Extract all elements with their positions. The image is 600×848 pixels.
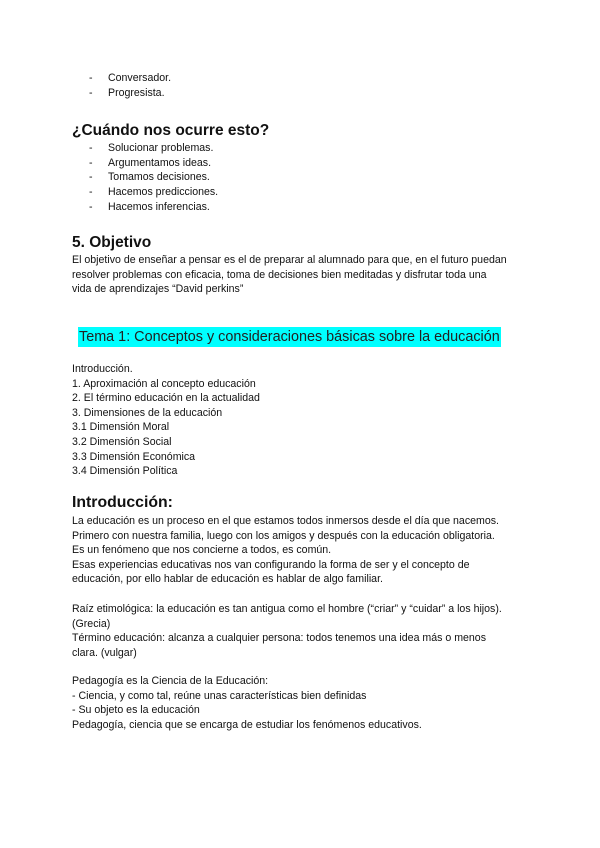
intro-paragraph-1: La educación es un proceso en el que estamos todos inmersos desde el día que nacemos. Primero con nuestra familia, luego con los amigos y después con la educación obligatoria. Es un fenómeno que nos concierne a todos, es común. Esas experiencias educativas nos van configurando la forma de ser y el concepto de educación, por ello hablar de educación es hablar de algo familiar.: [72, 515, 499, 586]
index-item: 3. Dimensiones de la educación: [72, 406, 223, 419]
tema-title: Tema 1: Conceptos y consideraciones básicas sobre la educación: [79, 329, 500, 345]
intro-heading: Introducción:: [72, 494, 173, 511]
intro-paragraph-2: Raíz etimológica: la educación es tan antigua como el hombre (“criar” y “cuidar” a los hijos). (Grecia) Término educación: alcanza a cualquier persona: todos tenemos una idea más o menos clara. (vulgar): [72, 603, 502, 659]
index-item: Introducción.: [72, 363, 133, 375]
intro-paragraph-3: Pedagogía es la Ciencia de la Educación: - Ciencia, y como tal, reúne unas características bien definidas - Su objeto es la educación Pedagogía, ciencia que se encarga de estudiar los fenómenos educativos.: [72, 675, 422, 731]
index-item: 2. El término educación en la actualidad: [72, 392, 260, 405]
index-list: [72, 362, 542, 479]
objective-paragraph: El objetivo de enseñar a pensar es el de preparar al alumnado para que, en el futuro puedan resolver problemas con eficacia, toma de decisiones bien meditadas y disfrutar toda una vida de aprendizajes “David perkins”: [72, 254, 507, 296]
index-item: 3.4 Dimensión Política: [72, 465, 178, 478]
index-item: 3.2 Dimensión Social: [72, 435, 172, 448]
when-heading: ¿Cuándo nos ocurre esto?: [72, 122, 270, 139]
index-item: 3.1 Dimensión Moral: [72, 421, 170, 434]
document-page: - Conversador. - Progresista. ¿Cuándo nos ocurre esto? - Solucionar problemas. - Argumentamos ideas. - Tomamos decisiones. - Hacemos predicciones. - Hacemos inferencias. 5. Objetivo El objetivo de enseñar a pensar es el de preparar al alumnado para que, en el futuro puedan resolver problemas con eficacia, toma de decisiones bien meditadas y disfrutar toda una vida de aprendizajes “David perkins” Tema 1: Conceptos y consideraciones básicas sobre la educación Introducción. 1. Aproximación al concepto educación 2. El término educación en la actualidad 3. Dimensiones de la educación 3.1 Dimensión Moral 3.2 Dimensión Social 3.3 Dimensión Económica 3.4 Dimensión Política Introducción: La educación es un proceso en el que estamos todos inmersos desde el día que nacemos. Primero con nuestra familia, luego con los amigos y después con la educación obligatoria. Es un fenómeno que nos concierne a todos, es común. Esas experiencias educativas nos van configurando la forma de ser y el concepto de educación, por ello hablar de educación es hablar de algo familiar. Raíz etimológica: la educación es tan antigua como el hombre (“criar” y “cuidar” a los hijos). (Grecia) Término educación: alcanza a cualquier persona: todos tenemos una idea más o menos clara. (vulgar) Pedagogía es la Ciencia de la Educación: - Ciencia, y como tal, reúne unas características bien definidas - Su objeto es la educación Pedagogía, ciencia que se encarga de estudiar los fenómenos educativos.: [0, 0, 600, 848]
index-item: 3.3 Dimensión Económica: [72, 450, 196, 463]
objective-heading: 5. Objetivo: [72, 234, 152, 251]
index-item: 1. Aproximación al concepto educación: [72, 377, 256, 390]
